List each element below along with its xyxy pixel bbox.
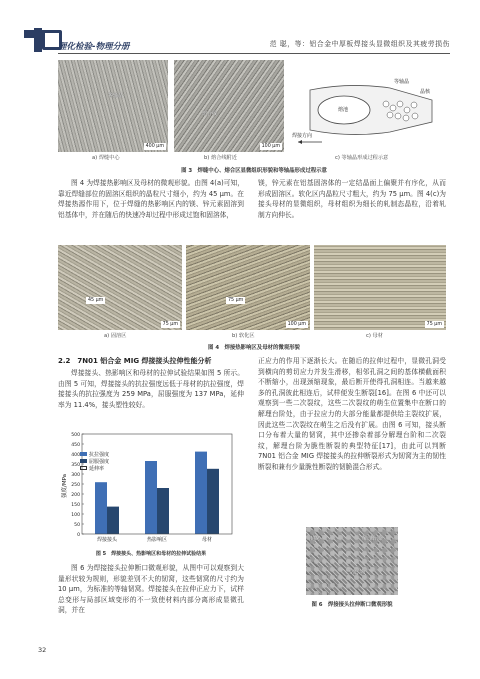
paragraph-left-1: 图 4 为焊接热影响区及母材的微观形貌。由图 4(a)可知，靠近焊缝部位的固溶区组织的晶粒尺寸细小，约为 45 μm。在焊接热源作用下，位于焊缝的热影响区内的镁、锌元素固溶到铝基体中，并在随后的快速冷却过程中形成过饱和固溶体， bbox=[58, 179, 244, 219]
fig4c-scale: 75 μm bbox=[426, 322, 442, 327]
page-number: 32 bbox=[38, 646, 47, 654]
fig6-crack-label: 二次裂纹 bbox=[346, 570, 367, 576]
fig4b-scale: 100 μm bbox=[287, 322, 306, 327]
fig4-panel-c-image bbox=[314, 245, 446, 330]
y-tick-label: 50 bbox=[74, 522, 80, 528]
bar-tensile-0 bbox=[95, 482, 107, 534]
legend-label-tensile: 抗拉强度 bbox=[89, 452, 110, 458]
fig4a-scale: 75 μm bbox=[162, 322, 178, 327]
bar-yield-2 bbox=[207, 469, 219, 534]
chart-legend bbox=[80, 452, 109, 473]
fig3a-scale: 400 μm bbox=[145, 144, 164, 149]
fig5-caption: 图 5 焊接接头、热影响区和母材的拉伸试验结果 bbox=[95, 551, 207, 557]
legend-swatch-yield bbox=[80, 459, 87, 463]
schematic-direction-label: 焊接方向 bbox=[292, 133, 313, 139]
y-tick-label: 500 bbox=[71, 432, 80, 438]
y-tick-label: 0 bbox=[77, 532, 80, 538]
header-rule bbox=[58, 53, 450, 54]
legend-item-yield bbox=[80, 459, 109, 466]
schematic-equiaxed-label: 等轴晶 bbox=[394, 79, 410, 85]
fig4b-inner-scale: 75 μm bbox=[228, 298, 244, 303]
y-tick-label: 450 bbox=[71, 442, 80, 448]
fig3b-label: b) 熔合线附近 bbox=[204, 155, 237, 161]
fig3-panel-c-schematic bbox=[290, 60, 440, 152]
chart-ylabel: 强度/MPa bbox=[62, 473, 68, 499]
fig3c-label: c) 等轴晶形成过程示意 bbox=[335, 155, 389, 161]
paragraph-right-1: 镁，锌元素在铝基固溶体的一定结晶面上偏聚并有序化，从而形成固溶区。软化区内晶粒尺寸粗大，约为 75 μm。图 4(c)为接头母材的显微组织，母材组织为细长的轧制态晶粒，沿着轧制方向伸长。 bbox=[258, 179, 446, 219]
fig3-caption: 图 3 焊缝中心、熔合区显微组织形貌和等轴晶形成过程示意 bbox=[181, 168, 327, 174]
y-tick-label: 100 bbox=[71, 512, 80, 518]
fig3-fusion-line-annotation: 熔合线 bbox=[202, 111, 218, 117]
legend-swatch-tensile bbox=[80, 452, 87, 456]
x-category-label: 焊接接头 bbox=[96, 537, 118, 543]
x-category-label: 热影响区 bbox=[146, 537, 168, 543]
paragraph-left-3: 图 6 为焊接接头拉伸断口微观形貌，从图中可以观察到大量形状较为规则，形貌差别不大的韧窝，这些韧窝的尺寸约为 10 μm，为标准的等轴韧窝。焊接接头在拉伸正应力下，试样总变形与局部区域变形的不一致使材料内部分离形成显微孔洞，并在 bbox=[58, 564, 244, 615]
bar-yield-1 bbox=[157, 488, 169, 534]
y-tick-label: 400 bbox=[71, 452, 80, 458]
x-category-label: 母材 bbox=[201, 537, 213, 543]
section-heading: 2.2 7N01 铝合金 MIG 焊接接头拉伸性能分析 bbox=[58, 357, 212, 365]
y-tick-label: 250 bbox=[71, 482, 80, 488]
fig4a-inner-scale: 45 μm bbox=[88, 298, 104, 303]
fig3a-label: a) 焊缝中心 bbox=[92, 155, 120, 161]
schematic-grain-label: 晶核 bbox=[420, 89, 431, 95]
running-title: 范 聪，等：铝合金中厚板焊接头显微组织及其疲劳损伤 bbox=[269, 40, 450, 48]
fig4c-label: c) 母材 bbox=[366, 333, 383, 339]
bar-tensile-1 bbox=[145, 461, 157, 534]
journal-name: 理化检验-物理分册 bbox=[58, 42, 130, 52]
fig6-dimple-label: 韧窝 bbox=[310, 536, 321, 542]
fig3b-scale: 100 μm bbox=[261, 144, 280, 149]
y-tick-label: 350 bbox=[71, 462, 80, 468]
schematic-melt-label: 熔池 bbox=[338, 107, 349, 113]
fig4b-label: b) 软化区 bbox=[232, 333, 255, 339]
bar-tensile-2 bbox=[195, 452, 207, 534]
paragraph-right-2: 正应力的作用下逐渐长大。在随后的拉伸过程中，显微孔洞受到横向的剪切应力并发生滑移，相邻孔洞之间的基体横截面积不断缩小，出现颈缩现象，最后断开使得孔洞相连。当越来越多的孔洞彼此相连后，试样便发生断裂[16]。在图 6 中还可以观察到一些二次裂纹，这些二次裂纹的萌生位置集中在断口的解理台阶处，由于拉应力的大部分能量都提供给主裂纹扩展，因此这些二次裂纹在萌生之后没有扩展。由图 6 可知，接头断口分布着大量的韧窝，其中还掺杂着部分解理台阶和二次裂纹，解理台阶为脆性断裂的典型特征[17]，由此可以判断 7N01 铝合金 MIG 焊接接头的拉伸断裂形式为韧窝为主的韧性断裂和兼有少量脆性断裂的韧脆混合形式。 bbox=[258, 357, 446, 471]
fig3-panel-a-image bbox=[58, 60, 168, 152]
fig4-panel-b-image bbox=[186, 245, 310, 330]
legend-swatch-elongation bbox=[80, 466, 87, 470]
tensile-bar-chart bbox=[58, 426, 244, 546]
bar-yield-0 bbox=[107, 507, 119, 534]
journal-logo bbox=[24, 28, 60, 54]
fig3-panel-b-image bbox=[174, 60, 284, 152]
y-tick-label: 150 bbox=[71, 502, 80, 508]
legend-item-tensile bbox=[80, 452, 109, 459]
legend-label-yield: 屈服强度 bbox=[89, 459, 110, 465]
schematic-drawing bbox=[290, 60, 440, 152]
fig6-step-label: 解理台阶 bbox=[362, 536, 383, 542]
y-tick-label: 300 bbox=[71, 472, 80, 478]
legend-item-elongation bbox=[80, 466, 109, 473]
fig6-fracture-image bbox=[306, 527, 398, 595]
fig3-equiaxed-annotation: 等轴晶 bbox=[108, 93, 124, 99]
y-tick-label: 200 bbox=[71, 492, 80, 498]
paragraph-left-2: 焊接接头、热影响区和母材的拉伸试验结果如图 5 所示。由图 5 可知，焊接接头的抗拉强度远低于母材的抗拉强度，焊接接头的抗拉强度为 259 MPa，屈服强度为 137 MPa，延伸率为 11.4%，接头塑性较好。 bbox=[58, 369, 244, 409]
fig4a-label: a) 固溶区 bbox=[104, 333, 127, 339]
legend-label-elongation: 延伸率 bbox=[89, 466, 105, 472]
fig4-panel-a-image bbox=[58, 245, 182, 330]
fig6-caption: 图 6 焊接接头拉伸断口微观形貌 bbox=[311, 602, 393, 608]
fig4-caption: 图 4 焊接热影响区及母材的微观形貌 bbox=[208, 345, 300, 351]
